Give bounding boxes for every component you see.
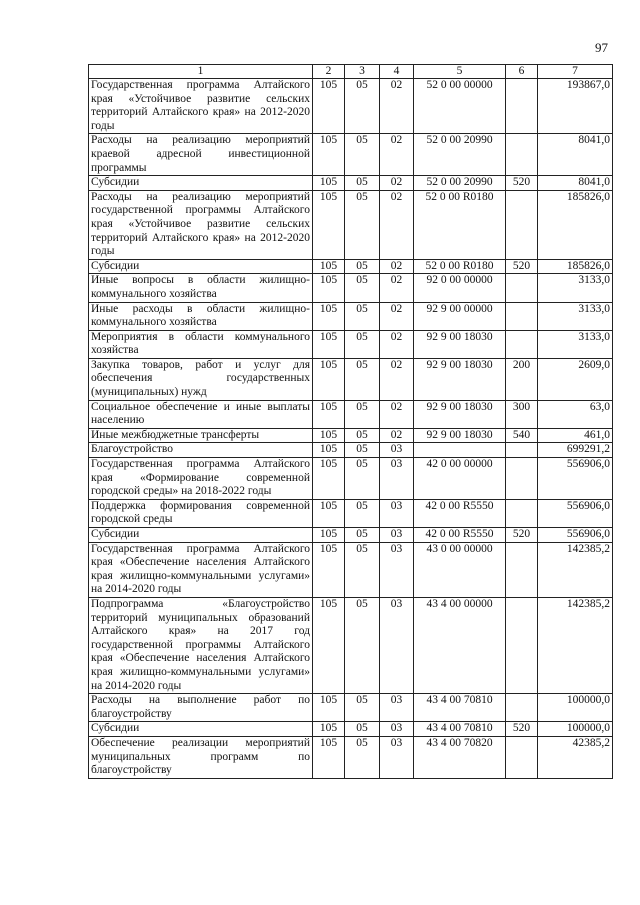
cell-article: 43 4 00 70820 (414, 736, 506, 778)
cell-section: 05 (345, 443, 380, 458)
cell-amount: 193867,0 (538, 79, 613, 134)
cell-expense-type (506, 302, 538, 330)
cell-article: 52 0 00 R0180 (414, 190, 506, 259)
header-col-amount: 7 (538, 65, 613, 79)
cell-name: Субсидии (89, 259, 313, 274)
cell-ministry: 105 (313, 134, 345, 176)
cell-section: 05 (345, 528, 380, 543)
table-row (89, 458, 613, 500)
header-col-subsection: 4 (380, 65, 414, 79)
cell-ministry: 105 (313, 259, 345, 274)
cell-article: 92 9 00 00000 (414, 302, 506, 330)
cell-ministry: 105 (313, 358, 345, 400)
table-body (89, 79, 613, 779)
cell-amount: 461,0 (538, 428, 613, 443)
table-row (89, 358, 613, 400)
cell-amount: 142385,2 (538, 597, 613, 693)
cell-article: 42 0 00 R5550 (414, 528, 506, 543)
cell-ministry: 105 (313, 597, 345, 693)
cell-ministry: 105 (313, 400, 345, 428)
cell-subsection: 03 (380, 443, 414, 458)
cell-section: 05 (345, 597, 380, 693)
cell-amount: 42385,2 (538, 736, 613, 778)
cell-amount: 556906,0 (538, 528, 613, 543)
cell-expense-type: 200 (506, 358, 538, 400)
cell-expense-type (506, 694, 538, 722)
cell-amount: 3133,0 (538, 274, 613, 302)
cell-subsection: 02 (380, 400, 414, 428)
cell-name: Социальное обеспечение и иные выплаты населению (89, 400, 313, 428)
cell-amount: 185826,0 (538, 190, 613, 259)
cell-article (414, 443, 506, 458)
cell-article: 92 9 00 18030 (414, 400, 506, 428)
cell-subsection: 02 (380, 176, 414, 191)
page-number: 97 (595, 40, 608, 55)
cell-expense-type (506, 499, 538, 527)
cell-article: 42 0 00 R5550 (414, 499, 506, 527)
cell-amount: 185826,0 (538, 259, 613, 274)
cell-subsection: 03 (380, 458, 414, 500)
cell-name: Иные вопросы в области жилищно-коммунального хозяйства (89, 274, 313, 302)
table-row (89, 694, 613, 722)
cell-article: 92 9 00 18030 (414, 358, 506, 400)
cell-name: Иные расходы в области жилищно-коммунального хозяйства (89, 302, 313, 330)
cell-name: Подпрограмма «Благоустройство территорий муниципальных образований Алтайского края» на 2017 год государственной программы Алтайского края «Обеспечение населения Алтайского края жилищно-коммунальными услугами» на 2014-2020 годы (89, 597, 313, 693)
cell-subsection: 03 (380, 528, 414, 543)
header-col-expense-type: 6 (506, 65, 538, 79)
table-row (89, 400, 613, 428)
cell-section: 05 (345, 259, 380, 274)
cell-name: Государственная программа Алтайского края «Устойчивое развитие сельских территорий Алтайского края» на 2012-2020 годы (89, 79, 313, 134)
cell-ministry: 105 (313, 694, 345, 722)
cell-ministry: 105 (313, 176, 345, 191)
cell-subsection: 03 (380, 736, 414, 778)
table-row (89, 736, 613, 778)
cell-section: 05 (345, 79, 380, 134)
table-row (89, 499, 613, 527)
cell-ministry: 105 (313, 722, 345, 737)
cell-expense-type (506, 597, 538, 693)
cell-amount: 100000,0 (538, 694, 613, 722)
cell-name: Мероприятия в области коммунального хозяйства (89, 330, 313, 358)
cell-section: 05 (345, 274, 380, 302)
cell-expense-type (506, 274, 538, 302)
cell-subsection: 03 (380, 694, 414, 722)
cell-article: 92 9 00 18030 (414, 428, 506, 443)
cell-expense-type: 540 (506, 428, 538, 443)
cell-section: 05 (345, 499, 380, 527)
header-col-name: 1 (89, 65, 313, 79)
table-header (89, 65, 613, 79)
cell-name: Расходы на выполнение работ по благоустройству (89, 694, 313, 722)
table-row (89, 443, 613, 458)
cell-ministry: 105 (313, 458, 345, 500)
table-row (89, 302, 613, 330)
cell-subsection: 03 (380, 597, 414, 693)
cell-section: 05 (345, 542, 380, 597)
cell-amount: 8041,0 (538, 134, 613, 176)
cell-article: 43 0 00 00000 (414, 542, 506, 597)
cell-amount: 2609,0 (538, 358, 613, 400)
cell-name: Иные межбюджетные трансферты (89, 428, 313, 443)
cell-section: 05 (345, 358, 380, 400)
cell-amount: 63,0 (538, 400, 613, 428)
cell-article: 43 4 00 70810 (414, 722, 506, 737)
table-row (89, 528, 613, 543)
cell-expense-type: 520 (506, 259, 538, 274)
cell-ministry: 105 (313, 736, 345, 778)
cell-section: 05 (345, 428, 380, 443)
cell-article: 92 0 00 00000 (414, 274, 506, 302)
cell-ministry: 105 (313, 428, 345, 443)
cell-amount: 3133,0 (538, 302, 613, 330)
cell-amount: 556906,0 (538, 458, 613, 500)
cell-subsection: 02 (380, 274, 414, 302)
cell-article: 42 0 00 00000 (414, 458, 506, 500)
cell-expense-type: 520 (506, 528, 538, 543)
budget-table (88, 64, 613, 779)
cell-section: 05 (345, 694, 380, 722)
cell-subsection: 02 (380, 358, 414, 400)
table-row (89, 79, 613, 134)
cell-name: Закупка товаров, работ и услуг для обеспечения государственных (муниципальных) нужд (89, 358, 313, 400)
cell-ministry: 105 (313, 274, 345, 302)
cell-name: Субсидии (89, 722, 313, 737)
cell-name: Субсидии (89, 528, 313, 543)
table-row (89, 274, 613, 302)
cell-expense-type (506, 443, 538, 458)
table-row (89, 190, 613, 259)
table-row (89, 428, 613, 443)
cell-section: 05 (345, 458, 380, 500)
cell-expense-type (506, 134, 538, 176)
header-col-section: 3 (345, 65, 380, 79)
cell-section: 05 (345, 722, 380, 737)
table-row (89, 330, 613, 358)
cell-subsection: 03 (380, 722, 414, 737)
cell-ministry: 105 (313, 542, 345, 597)
cell-section: 05 (345, 176, 380, 191)
cell-name: Субсидии (89, 176, 313, 191)
cell-article: 43 4 00 00000 (414, 597, 506, 693)
cell-ministry: 105 (313, 499, 345, 527)
cell-article: 52 0 00 20990 (414, 176, 506, 191)
cell-article: 92 9 00 18030 (414, 330, 506, 358)
cell-article: 43 4 00 70810 (414, 694, 506, 722)
cell-amount: 8041,0 (538, 176, 613, 191)
cell-expense-type (506, 458, 538, 500)
cell-ministry: 105 (313, 330, 345, 358)
cell-name: Государственная программа Алтайского края «Формирование современной городской среды» на 2018-2022 годы (89, 458, 313, 500)
cell-section: 05 (345, 190, 380, 259)
cell-ministry: 105 (313, 190, 345, 259)
cell-name: Расходы на реализацию мероприятий краевой адресной инвестиционной программы (89, 134, 313, 176)
cell-ministry: 105 (313, 302, 345, 330)
cell-expense-type (506, 79, 538, 134)
cell-section: 05 (345, 134, 380, 176)
cell-amount: 556906,0 (538, 499, 613, 527)
cell-name: Государственная программа Алтайского края «Обеспечение населения Алтайского края жилищно-коммунальными услугами» на 2014-2020 годы (89, 542, 313, 597)
cell-ministry: 105 (313, 79, 345, 134)
cell-subsection: 02 (380, 330, 414, 358)
cell-amount: 699291,2 (538, 443, 613, 458)
header-col-ministry: 2 (313, 65, 345, 79)
cell-expense-type (506, 330, 538, 358)
table-row (89, 542, 613, 597)
table-row (89, 134, 613, 176)
cell-subsection: 02 (380, 302, 414, 330)
cell-section: 05 (345, 736, 380, 778)
cell-expense-type (506, 736, 538, 778)
cell-name: Поддержка формирования современной городской среды (89, 499, 313, 527)
table-row (89, 597, 613, 693)
cell-subsection: 02 (380, 259, 414, 274)
cell-section: 05 (345, 330, 380, 358)
cell-subsection: 02 (380, 190, 414, 259)
table-row (89, 259, 613, 274)
cell-expense-type (506, 542, 538, 597)
cell-article: 52 0 00 R0180 (414, 259, 506, 274)
cell-expense-type: 520 (506, 176, 538, 191)
cell-amount: 100000,0 (538, 722, 613, 737)
cell-expense-type (506, 190, 538, 259)
cell-amount: 142385,2 (538, 542, 613, 597)
cell-subsection: 03 (380, 542, 414, 597)
cell-name: Обеспечение реализации мероприятий муниципальных программ по благоустройству (89, 736, 313, 778)
cell-subsection: 03 (380, 499, 414, 527)
cell-ministry: 105 (313, 528, 345, 543)
cell-subsection: 02 (380, 134, 414, 176)
cell-subsection: 02 (380, 428, 414, 443)
header-row (89, 65, 613, 79)
cell-section: 05 (345, 400, 380, 428)
table-row (89, 176, 613, 191)
cell-expense-type: 520 (506, 722, 538, 737)
cell-subsection: 02 (380, 79, 414, 134)
table-row (89, 722, 613, 737)
cell-name: Расходы на реализацию мероприятий государственной программы Алтайского края «Устойчивое развитие сельских территорий Алтайского края» на 2012-2020 годы (89, 190, 313, 259)
cell-name: Благоустройство (89, 443, 313, 458)
cell-ministry: 105 (313, 443, 345, 458)
cell-article: 52 0 00 20990 (414, 134, 506, 176)
header-col-article: 5 (414, 65, 506, 79)
cell-expense-type: 300 (506, 400, 538, 428)
cell-amount: 3133,0 (538, 330, 613, 358)
cell-article: 52 0 00 00000 (414, 79, 506, 134)
cell-section: 05 (345, 302, 380, 330)
